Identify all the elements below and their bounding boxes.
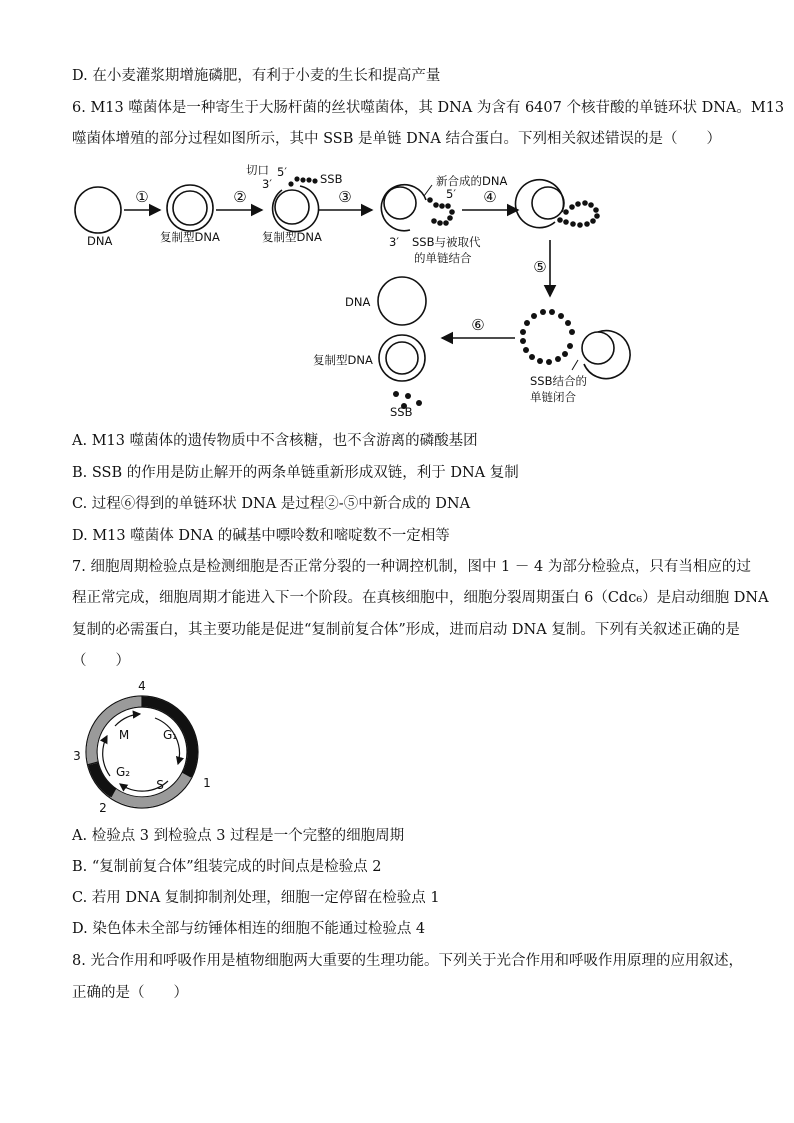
step-1-label: ①	[135, 188, 149, 206]
label-3prime-b: 3′	[389, 235, 399, 249]
checkpoint-1: 1	[203, 776, 211, 790]
checkpoint-3: 3	[73, 749, 81, 763]
label-nick: 切口	[246, 163, 269, 177]
q6-option-d: D. M13 噬菌体 DNA 的碱基中嘌呤数和嘧啶数不一定相等	[72, 528, 450, 544]
rf-dna-nicked	[273, 186, 319, 232]
checkpoint-2: 2	[99, 801, 107, 815]
q6-option-b: B. SSB 的作用是防止解开的两条单链重新形成双链，利于 DNA 复制	[72, 465, 519, 481]
q8-stem-line2: 正确的是（ ）	[72, 985, 188, 1001]
label-5prime-b: 5′	[446, 187, 456, 201]
label-rf-dna-2: 复制型DNA	[262, 230, 322, 244]
label-ssb-close-1: SSB结合的	[530, 374, 587, 388]
product-ssdna	[378, 277, 426, 325]
q6-stem-line2: 噬菌体增殖的部分过程如图所示，其中 SSB 是单链 DNA 结合蛋白。下列相关叙述错误的是（ ）	[72, 131, 721, 147]
q7-stem-line3: 复制的必需蛋白，其主要功能是促进“复制前复合体”形成，进而启动 DNA 复制。下列有关叙述正确的是	[72, 622, 740, 638]
phase-s: S	[156, 778, 164, 792]
step-3-label: ③	[338, 188, 352, 206]
ssdna-circle	[75, 187, 121, 233]
label-product-rf-dna: 复制型DNA	[313, 353, 373, 367]
q6-option-c: C. 过程⑥得到的单链环状 DNA 是过程②-⑤中新合成的 DNA	[72, 496, 471, 512]
label-new-dna: 新合成的DNA	[436, 174, 508, 188]
q7-option-b: B. “复制前复合体”组装完成的时间点是检验点 2	[72, 859, 382, 875]
step-6-label: ⑥	[471, 316, 485, 334]
q6-stem-line1: 6. M13 噬菌体是一种寄生于大肠杆菌的丝状噬菌体，其 DNA 为含有 6407 个核苷酸的单链环状 DNA。M13	[72, 100, 785, 116]
q7-stem-line2: 程正常完成，细胞周期才能进入下一个阶段。在真核细胞中，细胞分裂周期蛋白 6（Cdc₆）是启动细胞 DNA	[72, 590, 769, 606]
q7-option-a: A. 检验点 3 到检验点 3 过程是一个完整的细胞周期	[72, 828, 405, 844]
label-ssb-bind-2: 的单链结合	[414, 251, 472, 265]
label-ssb: SSB	[320, 172, 343, 186]
q7-stem-line4: （ ）	[72, 653, 130, 669]
label-ssb-bind-1: SSB与被取代	[412, 235, 481, 249]
rf-dna-outer	[167, 185, 213, 231]
label-product-dna: DNA	[345, 295, 371, 309]
label-rf-dna-1: 复制型DNA	[160, 230, 220, 244]
step-2-label: ②	[233, 188, 247, 206]
q6-option-a: A. M13 噬菌体的遗传物质中不含核糖，也不含游离的磷酸基团	[72, 433, 478, 449]
label-5prime: 5′	[277, 165, 287, 179]
step-4-label: ④	[483, 188, 497, 206]
label-ssb-close-2: 单链闭合	[530, 390, 576, 404]
label-product-ssb: SSB	[390, 405, 413, 419]
label-3prime: 3′	[262, 177, 272, 191]
q7-option-c: C. 若用 DNA 复制抑制剂处理，细胞一定停留在检验点 1	[72, 890, 440, 906]
step-5-label: ⑤	[533, 258, 547, 276]
q5-option-d: D. 在小麦灌浆期增施磷肥，有利于小麦的生长和提高产量	[72, 68, 441, 84]
phase-g1: G₁	[162, 728, 178, 742]
phase-g2: G₂	[115, 765, 131, 779]
phase-m: M	[118, 728, 130, 742]
q7-stem-line1: 7. 细胞周期检验点是检测细胞是否正常分裂的一种调控机制，图中 1 － 4 为部分检验点，只有当相应的过	[72, 559, 751, 575]
q7-option-d: D. 染色体未全部与纺锤体相连的细胞不能通过检验点 4	[72, 921, 426, 937]
label-dna: DNA	[87, 234, 113, 248]
checkpoint-4: 4	[138, 679, 146, 693]
m13-replication-diagram	[0, 158, 794, 420]
cell-cycle-diagram	[60, 676, 220, 824]
q8-stem-line1: 8. 光合作用和呼吸作用是植物细胞两大重要的生理功能。下列关于光合作用和呼吸作用原理的应用叙述，	[72, 953, 743, 969]
